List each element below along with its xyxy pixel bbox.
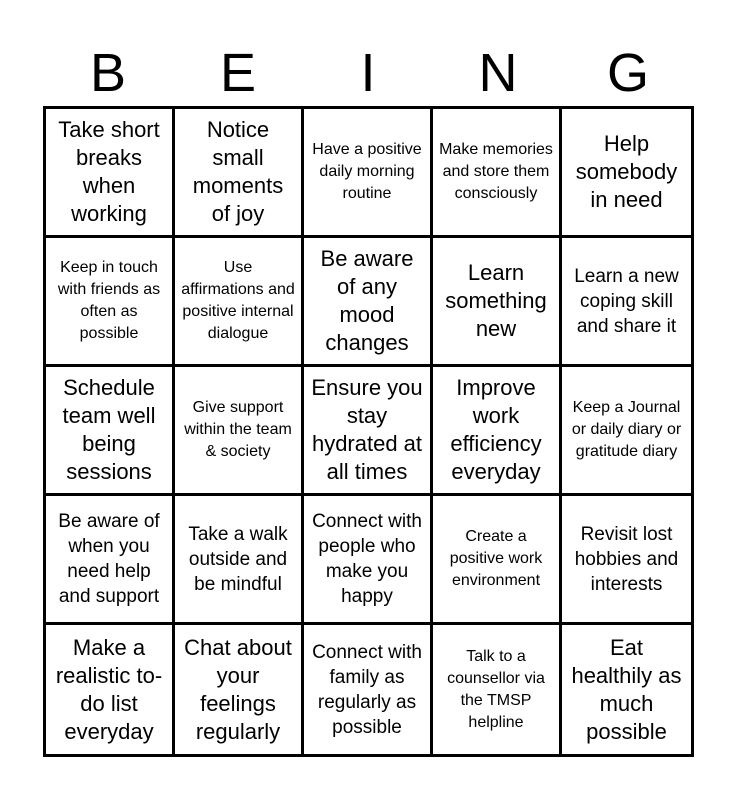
header-letter-n: N (478, 43, 518, 103)
bingo-cell-r1-c2[interactable] (175, 109, 304, 238)
bingo-cell-text: Take a walk outside and be mindful (188, 523, 288, 595)
bingo-cell-r4-c5[interactable] (562, 496, 691, 625)
bingo-cell-r5-c1[interactable] (46, 625, 175, 754)
bingo-cell-text: Make a realistic to-do list everyday (55, 634, 163, 744)
bingo-cell-r4-c3[interactable] (304, 496, 433, 625)
bingo-cell-text: Eat healthily as much possible (571, 634, 682, 744)
bingo-cell-r3-c2[interactable] (175, 367, 304, 496)
bingo-cell-r1-c4[interactable] (433, 109, 562, 238)
bingo-cell-text: Keep a Journal or daily diary or gratitude diary (571, 399, 682, 460)
bingo-cell-r1-c1[interactable] (46, 109, 175, 238)
bingo-cell-text: Be aware of any mood changes (320, 246, 414, 355)
bingo-cell-text: Be aware of when you need help and support (58, 511, 160, 607)
bingo-cell-r2-c3[interactable] (304, 238, 433, 367)
bingo-cell-text: Take short breaks when working (58, 117, 160, 226)
bingo-cell-r5-c5[interactable] (562, 625, 691, 754)
bingo-cell-text: Ensure you stay hydrated at all times (311, 375, 423, 484)
bingo-cell-r3-c3[interactable] (304, 367, 433, 496)
bingo-header (43, 40, 694, 106)
header-letter-g: G (606, 43, 649, 103)
bingo-cell-text: Give support within the team & society (184, 399, 292, 460)
bingo-cell-text: Create a positive work environment (449, 528, 543, 589)
bingo-cell-text: Connect with family as regularly as possible (312, 641, 422, 738)
bingo-cell-r3-c5[interactable] (562, 367, 691, 496)
bingo-cell-text: Connect with people who make you happy (312, 511, 422, 607)
bingo-cell-r2-c1[interactable] (46, 238, 175, 367)
bingo-cell-text: Have a positive daily morning routine (312, 141, 422, 202)
bingo-cell-text: Help somebody in need (575, 131, 678, 212)
bingo-cell-r2-c2[interactable] (175, 238, 304, 367)
bingo-cell-text: Improve work efficiency everyday (450, 375, 542, 484)
bingo-cell-r1-c5[interactable] (562, 109, 691, 238)
bingo-cell-r5-c2[interactable] (175, 625, 304, 754)
bingo-cell-r4-c4[interactable] (433, 496, 562, 625)
bingo-cell-r3-c1[interactable] (46, 367, 175, 496)
bingo-cell-r1-c3[interactable] (304, 109, 433, 238)
bingo-cell-text: Learn something new (445, 260, 547, 341)
bingo-cell-r5-c4[interactable] (433, 625, 562, 754)
bingo-cell-text: Revisit lost hobbies and interests (574, 523, 679, 595)
bingo-cell-text: Schedule team well being sessions (62, 375, 156, 484)
bingo-cell-text: Keep in touch with friends as often as possible (57, 259, 161, 342)
bingo-cell-text: Make memories and store them consciously (439, 141, 553, 202)
bingo-cell-r5-c3[interactable] (304, 625, 433, 754)
bingo-cell-text: Learn a new coping skill and share it (574, 265, 679, 337)
bingo-cell-r2-c4[interactable] (433, 238, 562, 367)
bingo-cell-r4-c1[interactable] (46, 496, 175, 625)
bingo-cell-r4-c2[interactable] (175, 496, 304, 625)
header-letter-e: E (219, 43, 257, 103)
bingo-cell-r2-c5[interactable] (562, 238, 691, 367)
bingo-cell-text: Notice small moments of joy (192, 117, 284, 226)
header-letter-b: B (89, 43, 127, 103)
bingo-cell-text: Use affirmations and positive internal dialogue (181, 259, 295, 342)
bingo-cell-text: Chat about your feelings regularly (184, 634, 292, 744)
header-letter-i: I (360, 43, 376, 103)
bingo-board (43, 106, 694, 757)
bingo-cell-text: Talk to a counsellor via the TMSP helpline (447, 647, 545, 731)
bingo-cell-r3-c4[interactable] (433, 367, 562, 496)
